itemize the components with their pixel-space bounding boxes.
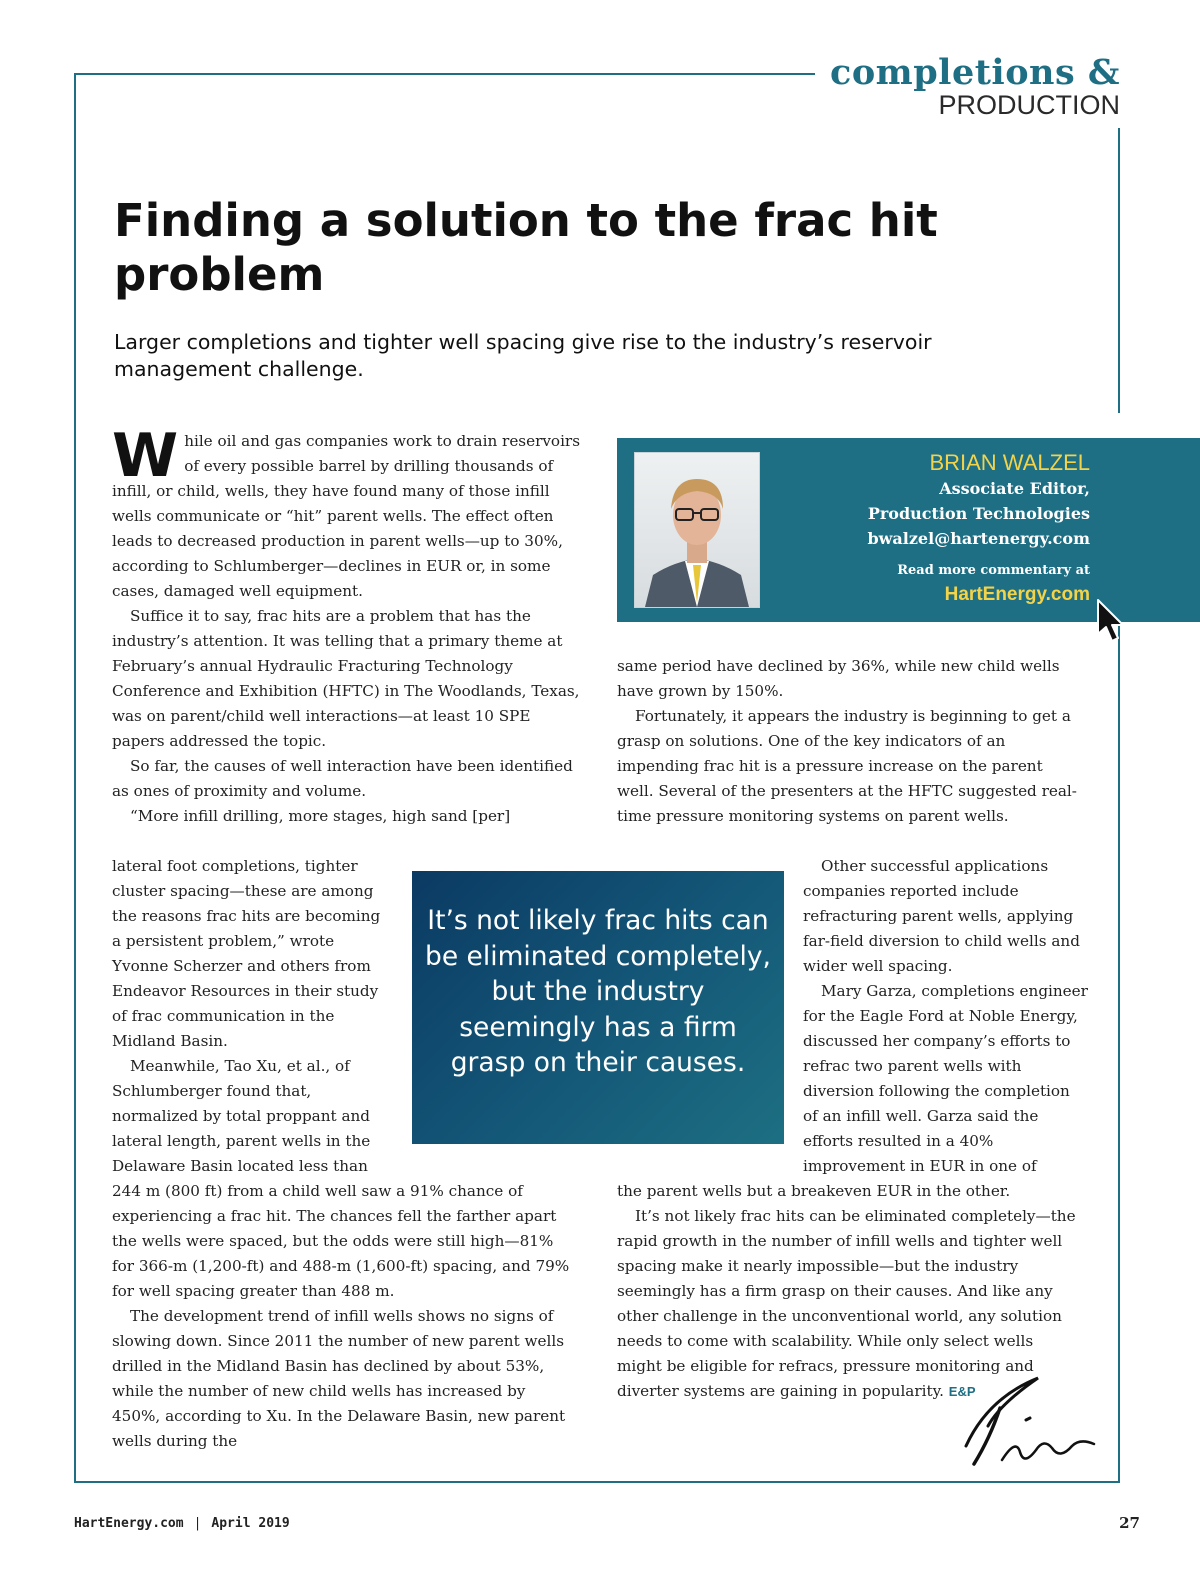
left-column-narrow bbox=[112, 854, 394, 1179]
drop-cap: W bbox=[112, 421, 179, 491]
author-photo bbox=[634, 452, 760, 608]
paragraph: Other successful applications companies reported include refracturing parent wells, applying far-field diversion to child wells and wider well spacing. bbox=[803, 857, 1080, 975]
footer-date: April 2019 bbox=[211, 1516, 290, 1531]
frame-bottom-rule bbox=[74, 1481, 1120, 1483]
right-column-narrow bbox=[803, 854, 1089, 1179]
section-sublabel: PRODUCTION bbox=[938, 90, 1120, 120]
author-photo-icon bbox=[635, 453, 759, 607]
right-column-lower bbox=[617, 1179, 1077, 1204]
right-column bbox=[617, 654, 1077, 829]
frame-left-rule bbox=[74, 73, 76, 1483]
footer-site[interactable]: HartEnergy.com bbox=[74, 1516, 184, 1531]
author-title-department: Production Technologies bbox=[867, 504, 1090, 523]
more-commentary-text: Read more commentary at bbox=[897, 563, 1090, 578]
article-deck: Larger completions and tighter well spacing give rise to the industry’s reservoir management challenge. bbox=[114, 330, 932, 381]
left-column-lower bbox=[112, 1179, 574, 1454]
left-column bbox=[112, 421, 582, 829]
paragraph: Suffice it to say, frac hits are a problem that has the industry’s attention. It was telling that a primary theme at February’s annual Hydraulic Fracturing Technology Conference and Exhibition (HFTC) in The Woodlands, Texas, was on parent/child well interactions—at least 10 SPE papers addressed the topic. bbox=[112, 607, 580, 750]
end-mark: E&P bbox=[948, 1384, 976, 1399]
paragraph: Fortunately, it appears the industry is beginning to get a grasp on solutions. One of the key indicators of an impending frac hit is a pressure increase on the parent well. Several of the presenters at the HFTC suggested real-time pressure monitoring systems on parent wells. bbox=[617, 707, 1077, 825]
signature-icon bbox=[960, 1368, 1100, 1478]
paragraph: Mary Garza, completions engineer for the Eagle Ford at Noble Energy, discussed her company’s efforts to refrac two parent wells with diversion following the completion of an infill well. Garza said the efforts resulted in a 40% improvement in EUR in one of bbox=[803, 982, 1088, 1175]
website-link[interactable]: HartEnergy.com bbox=[944, 584, 1090, 605]
page-number: 27 bbox=[1119, 1514, 1140, 1532]
paragraph: 244 m (800 ft) from a child well saw a 91% chance of experiencing a frac hit. The chances fell the farther apart the wells were spaced, but the odds were still high—81% for 366-m (1,200-ft) and 488-m (1,600-ft) spacing, and 79% for well spacing greater than 488 m. bbox=[112, 1182, 570, 1300]
paragraph: same period have declined by 36%, while new child wells have grown by 150%. bbox=[617, 657, 1060, 700]
closing-paragraph: It’s not likely frac hits can be eliminated completely—the rapid growth in the number of infill wells and tighter well spacing make it nearly impossible—but the industry seemingly has a firm grasp on their causes. And like any other challenge in the unconventional world, any solution needs to come with scalability. While only select wells might be eligible for refracs, pressure monitoring and diverter systems are gaining in popularity. E&P bbox=[617, 1207, 1076, 1400]
mouse-pointer-icon bbox=[1095, 598, 1127, 648]
author-title: Associate Editor, bbox=[939, 479, 1090, 498]
frame-right-rule-upper bbox=[1118, 128, 1120, 413]
paragraph: lateral foot completions, tighter cluster spacing—these are among the reasons frac hits are becoming a persistent problem,” wrote Yvonne Scherzer and others from Endeavor Resources in their study of frac communication in the Midland Basin. bbox=[112, 857, 381, 1050]
author-email-link[interactable]: bwalzel@hartenergy.com bbox=[867, 529, 1090, 548]
paragraph: The development trend of infill wells shows no signs of slowing down. Since 2011 the number of new parent wells drilled in the Midland Basin has declined by about 53%, while the number of new child wells has increased by 450%, according to Xu. In the Delaware Basin, new parent wells during the bbox=[112, 1307, 566, 1450]
page-footer bbox=[74, 1516, 290, 1531]
paragraph: Meanwhile, Tao Xu, et al., of Schlumberger found that, normalized by total proppant and lateral length, parent wells in the Delaware Basin located less than bbox=[112, 1057, 371, 1175]
paragraph: So far, the causes of well interaction have been identified as ones of proximity and volume. bbox=[112, 757, 573, 800]
section-label: completions & bbox=[830, 52, 1120, 93]
frame-top-rule bbox=[74, 73, 815, 75]
pull-quote: It’s not likely frac hits can be eliminated completely, but the industry seemingly has a firm grasp on their causes. bbox=[425, 905, 771, 1078]
paragraph: the parent wells but a breakeven EUR in the other. bbox=[617, 1182, 1011, 1200]
article-headline: Finding a solution to the frac hit problem bbox=[114, 194, 938, 301]
footer-separator: | bbox=[193, 1516, 202, 1531]
paragraph: “More infill drilling, more stages, high sand [per] bbox=[130, 807, 511, 825]
author-name: BRIAN WALZEL bbox=[929, 450, 1090, 475]
frame-right-rule-lower bbox=[1118, 622, 1120, 1483]
intro-paragraph: While oil and gas companies work to drain reservoirs of every possible barrel by drilling thousands of infill, or child, wells, they have found many of those infill wells communicate or “hit” parent wells. The effect often leads to decreased production in parent wells—up to 30%, according to Schlumberger—declines in EUR or, in some cases, damaged well equipment. bbox=[112, 421, 580, 600]
